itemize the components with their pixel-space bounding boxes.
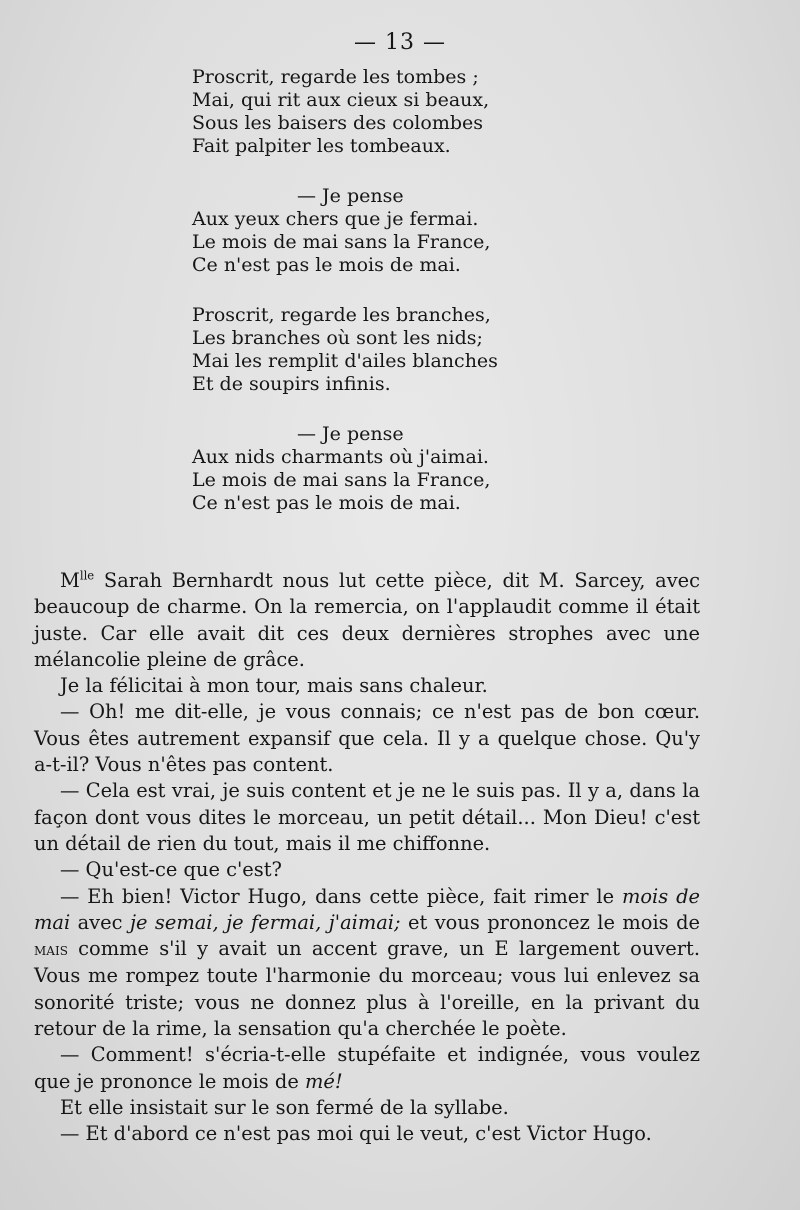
paragraph-text: — Comment! s'écria-t-elle stupéfaite et indignée, vous voulez que je prononce le mois de — [34, 1043, 700, 1093]
paragraph-text: comme s'il y avait un accent grave, un E largement ouvert. Vous me rompez toute l'harmonie du morceau; vous lui enlevez sa sonorité triste; vous ne donnez plus à l'oreille, en la privant du retour de la rime, la sensation qu'a cherchée le poète. — [34, 937, 700, 1041]
poem-line: Mai les remplit d'ailes blanches — [192, 350, 498, 372]
paragraph: Je la félicitai à mon tour, mais sans chaleur. — [60, 674, 488, 698]
poem-line: Aux nids charmants où j'aimai. — [192, 446, 489, 468]
poem-line: Mai, qui rit aux cieux si beaux, — [192, 89, 490, 111]
paragraph: Et elle insistait sur le son fermé de la syllabe. — [60, 1095, 509, 1119]
poem-line: Aux yeux chers que je fermai. — [192, 208, 479, 230]
paragraph — [34, 1042, 700, 1095]
italic-phrase: mois de mai — [34, 884, 700, 934]
poem-line: Fait palpiter les tombeaux. — [192, 135, 451, 157]
poem-line: Le mois de mai sans la France, — [192, 469, 491, 491]
italic-phrase: je semai, je fermai, j'aimai; — [129, 910, 401, 934]
poem-stanza — [192, 185, 498, 277]
poem-line: — Je pense — [297, 423, 404, 445]
paragraph: — Oh! me dit-elle, je vous connais; ce n'est pas de bon cœur. Vous êtes autrement expansif que cela. Il y a quelque chose. Qu'y a-t-il? Vous n'êtes pas content. — [34, 700, 700, 777]
paragraph-text: — Eh bien! Victor Hugo, dans cette pièce, fait rimer le — [60, 884, 622, 908]
prose-body — [34, 568, 700, 1148]
poem-line: — Je pense — [297, 185, 404, 207]
italic-phrase: mé! — [304, 1069, 343, 1093]
paragraph — [34, 568, 700, 673]
poem — [192, 66, 498, 542]
poem-line: Les branches où sont les nids; — [192, 327, 483, 349]
small-caps-word: mais — [34, 940, 68, 961]
paragraph: — Et d'abord ce n'est pas moi qui le veut, c'est Victor Hugo. — [60, 1122, 652, 1146]
paragraph-text: et vous prononcez le mois de — [400, 910, 700, 934]
poem-line: Le mois de mai sans la France, — [192, 231, 491, 253]
paragraph: — Qu'est-ce que c'est? — [60, 858, 282, 882]
poem-line: Proscrit, regarde les tombes ; — [192, 66, 479, 88]
poem-line: Et de soupirs infinis. — [192, 373, 391, 395]
poem-line: Proscrit, regarde les branches, — [192, 304, 491, 326]
paragraph-text: Sarah Bernhardt nous lut cette pièce, dit M. Sarcey, avec beaucoup de charme. On la remercia, on l'applaudit comme il était juste. Car elle avait dit ces deux dernières strophes avec une mélancolie pleine de grâce. — [34, 569, 700, 671]
honorific-superscript: lle — [79, 568, 95, 583]
poem-stanza — [192, 304, 498, 396]
paragraph: — Cela est vrai, je suis content et je ne le suis pas. Il y a, dans la façon dont vous dites le morceau, un petit détail... Mon Dieu! c'est un détail de rien du tout, mais il me chiffonne. — [34, 779, 700, 855]
page-number: — 13 — — [354, 30, 446, 55]
poem-stanza — [192, 423, 498, 515]
paragraph-text: avec — [70, 910, 130, 934]
paragraph — [34, 884, 700, 1043]
poem-line: Ce n'est pas le mois de mai. — [192, 492, 461, 514]
honorific: M — [60, 569, 80, 592]
poem-stanza — [192, 66, 498, 158]
poem-line: Ce n'est pas le mois de mai. — [192, 254, 461, 276]
poem-line: Sous les baisers des colombes — [192, 112, 483, 134]
